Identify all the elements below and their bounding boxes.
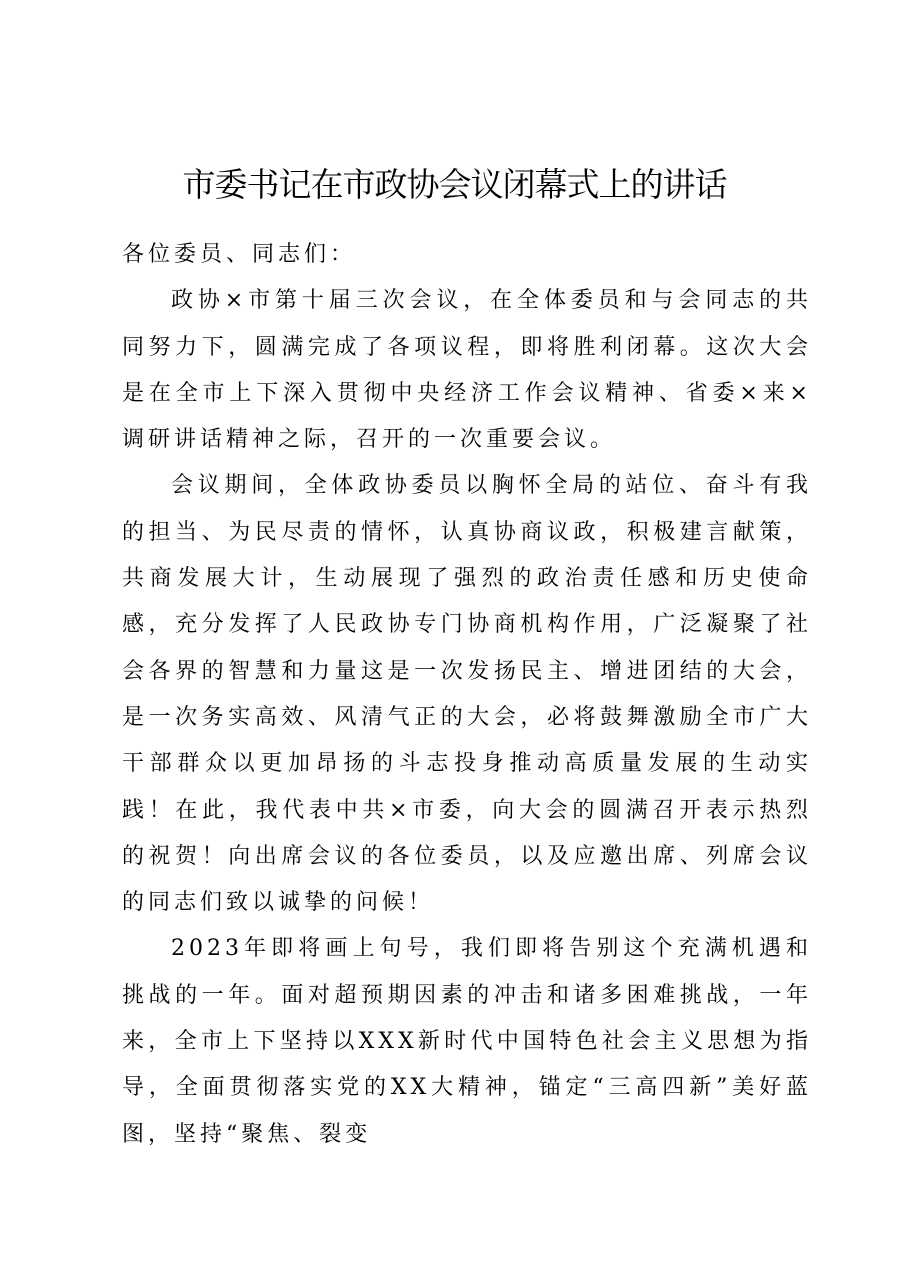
paragraph-year-review: 2023年即将画上句号，我们即将告别这个充满机遇和挑战的一年。面对超预期因素的冲击和诸多困难挑战，一年来，全市上下坚持以XXX新时代中国特色社会主义思想为指导，全面贯彻落实党的XX大精神，锚定“三高四新”美好蓝图，坚持“聚焦、裂变: [122, 936, 812, 1147]
salutation: 各位委员、同志们：: [122, 242, 357, 267]
document-title: 市委书记在市政协会议闭幕式上的讲话: [182, 165, 727, 204]
paragraph-opening: 政协×市第十届三次会议，在全体委员和与会同志的共同努力下，圆满完成了各项议程，即将胜利闭幕。这次大会是在全市上下深入贯彻中央经济工作会议精神、省委×来×调研讲话精神之际，召开的一次重要会议。: [122, 288, 812, 453]
paragraph-meeting-review: 会议期间，全体政协委员以胸怀全局的站位、奋斗有我的担当、为民尽责的情怀，认真协商议政，积极建言献策，共商发展大计，生动展现了强烈的政治责任感和历史使命感，充分发挥了人民政协专门协商机构作用，广泛凝聚了社会各界的智慧和力量这是一次发扬民主、增进团结的大会，是一次务实高效、风清气正的大会，必将鼓舞激励全市广大干部群众以更加昂扬的斗志投身推动高质量发展的生动实践！在此，我代表中共×市委，向大会的圆满召开表示热烈的祝贺！向出席会议的各位委员，以及应邀出席、列席会议的同志们致以诚挚的问候！: [122, 473, 812, 916]
document-body: [122, 232, 812, 1158]
